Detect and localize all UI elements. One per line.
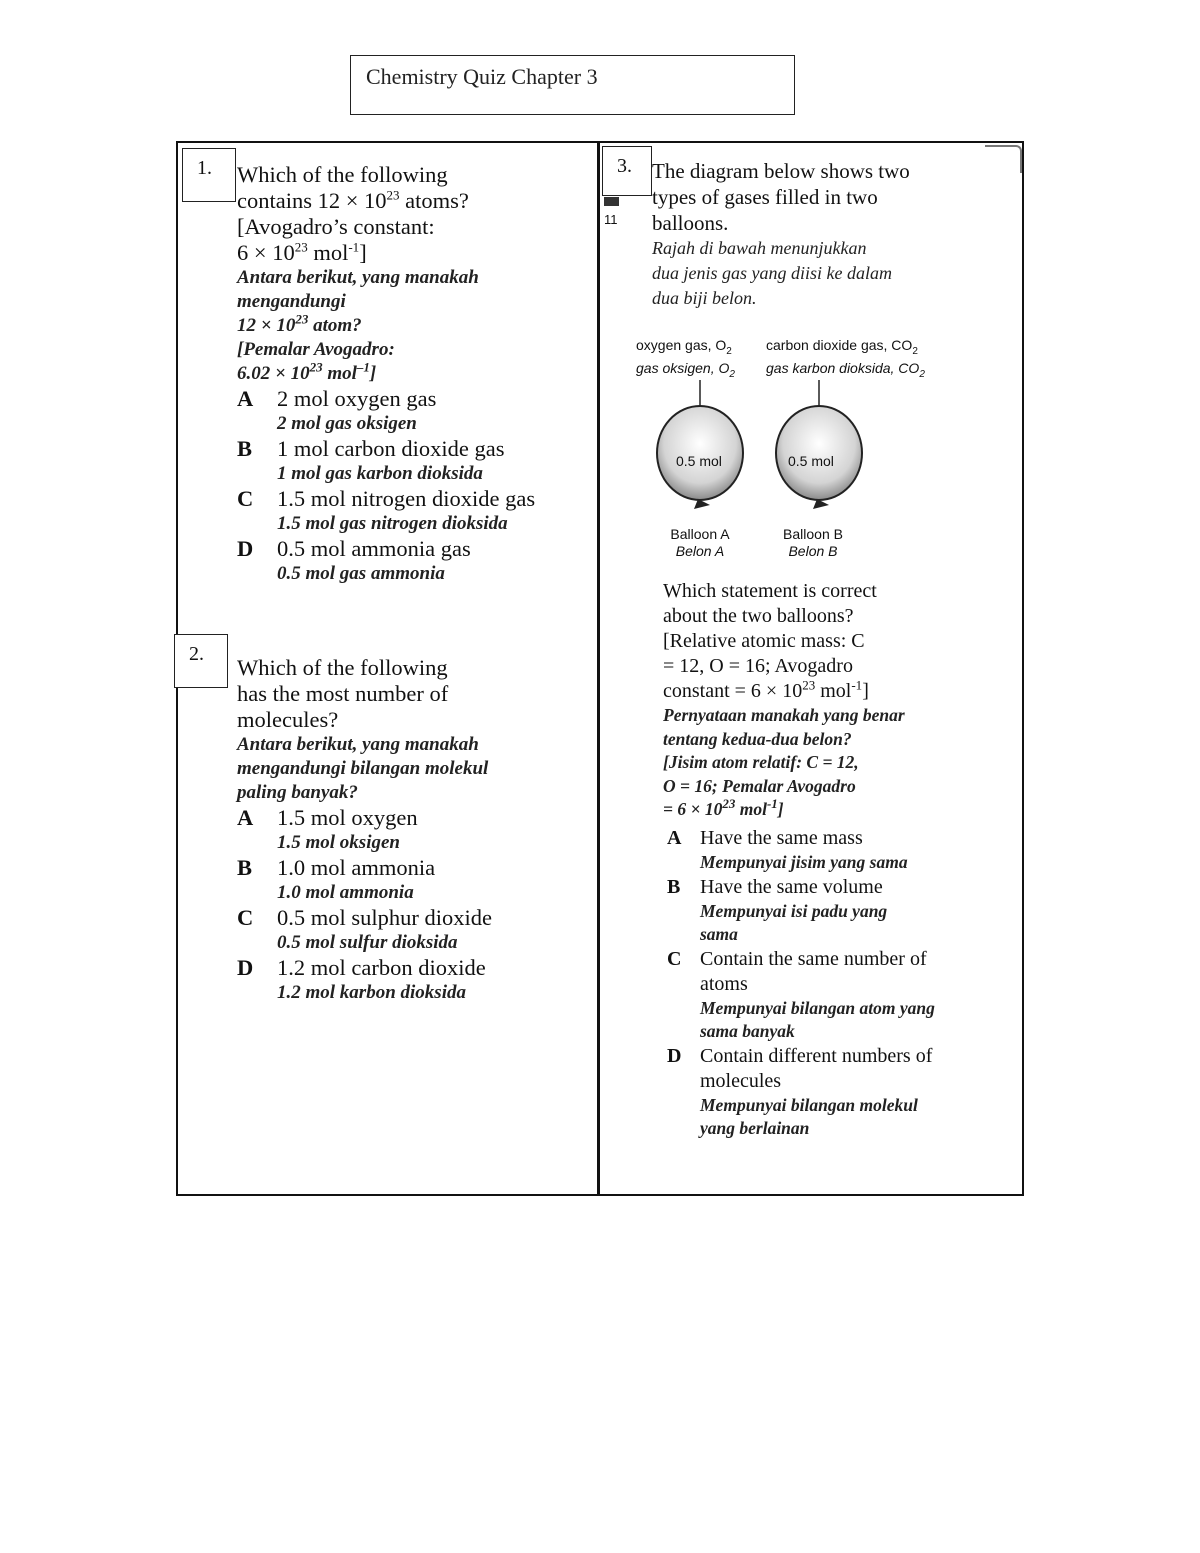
q2-line-malay: paling banyak? (237, 782, 358, 803)
q2-option-a[interactable]: A 1.5 mol oxygen 1.5 mol oksigen (237, 805, 418, 853)
q1-line: contains $12 \times 10^{23}$ atoms? (237, 187, 469, 213)
q1-line-malay: mengandungi (237, 291, 346, 312)
q1-line-malay: $6.02 \times 10^{23}$ mol$^{-1}$] (237, 359, 377, 384)
q3-line: types of gases filled in two (652, 185, 878, 209)
q2-line-malay: Antara berikut, yang manakah (237, 734, 479, 755)
q1-line-malay: $12 \times 10^{23}$ atom? (237, 311, 362, 336)
q3-stem-line: Which statement is correct (663, 580, 877, 602)
q1-option-d[interactable]: D 0.5 mol ammonia gas 0.5 mol gas ammonia (237, 536, 471, 584)
q1-line-malay: [Pemalar Avogadro: (237, 339, 395, 360)
q3-option-d[interactable]: D Contain different numbers of molecules Mempunyai bilangan molekul yang berlainan (667, 1044, 933, 1138)
q3-stem-line: [Relative atomic mass: C (663, 630, 865, 652)
balloon-a-caption: Balloon A Belon A (670, 526, 730, 559)
q2-option-b[interactable]: B 1.0 mol ammonia 1.0 mol ammonia (237, 855, 436, 903)
question-number-2: 2. (174, 634, 228, 688)
q3-stem-line-malay: O = 16; Pemalar Avogadro (663, 775, 856, 796)
q3-option-b[interactable]: B Have the same volume Mempunyai isi padu yang sama (667, 875, 888, 944)
balloon-b-amount: 0.5 mol (788, 453, 834, 469)
question-3-body (663, 579, 963, 822)
q3-stem-line: constant = $6 \times 10^{23}$ mol$^{-1}$] (663, 677, 869, 702)
side-number: 11 (604, 212, 618, 227)
question-3-options (667, 826, 967, 1141)
scan-tag-icon (604, 197, 619, 206)
q3-stem-line: = 12, O = 16; Avogadro (663, 655, 853, 677)
q3-option-a[interactable]: A Have the same mass Mempunyai jisim yang sama (667, 827, 908, 872)
q1-option-c[interactable]: C 1.5 mol nitrogen dioxide gas 1.5 mol gas nitrogen dioksida (237, 486, 536, 534)
balloon-a-amount: 0.5 mol (676, 453, 722, 469)
question-number-1: 1. (182, 148, 236, 202)
q3-stem-line: about the two balloons? (663, 605, 854, 627)
q3-stem-line-malay: [Jisim atom relatif: C = 12, (663, 752, 859, 772)
quiz-title: Chemistry Quiz Chapter 3 (350, 55, 795, 115)
q2-line: molecules? (237, 707, 339, 732)
q1-line: [Avogadro’s constant: (237, 214, 435, 239)
column-divider (597, 141, 600, 1196)
question-number-3: 3. (602, 146, 652, 196)
q3-line-malay: Rajah di bawah menunjukkan (652, 238, 867, 258)
question-3-stem (652, 158, 992, 311)
balloon-diagram (640, 375, 880, 525)
q3-line: The diagram below shows two (652, 159, 910, 183)
q3-stem-line-malay: Pernyataan manakah yang benar (663, 705, 905, 725)
question-2 (237, 655, 592, 1005)
q1-line-malay: Antara berikut, yang manakah (237, 267, 479, 288)
q3-stem-line-malay: = $6 \times 10^{23}$ mol$^{-1}$] (663, 796, 784, 819)
q1-option-b[interactable]: B 1 mol carbon dioxide gas 1 mol gas karbon dioksida (237, 436, 505, 484)
q2-option-d[interactable]: D 1.2 mol carbon dioxide 1.2 mol karbon dioksida (237, 955, 486, 1003)
q3-line-malay: dua jenis gas yang diisi ke dalam (652, 263, 892, 283)
q3-line: balloons. (652, 211, 729, 235)
q3-line-malay: dua biji belon. (652, 288, 757, 308)
q2-line: has the most number of (237, 681, 449, 706)
balloon-b-caption: Balloon B Belon B (783, 526, 843, 559)
q3-option-c[interactable]: C Contain the same number of atoms Mempunyai bilangan atom yang sama banyak (667, 947, 935, 1041)
q1-option-a[interactable]: A 2 mol oxygen gas 2 mol gas oksigen (237, 386, 437, 434)
q2-line-malay: mengandungi bilangan molekul (237, 758, 489, 779)
q2-line: Which of the following (237, 655, 448, 680)
oxygen-gas-label: oxygen gas, $O_2$ gas oksigen, $O_2$ (636, 337, 735, 380)
q2-option-c[interactable]: C 0.5 mol sulphur dioxide 0.5 mol sulfur dioksida (237, 905, 492, 953)
q3-stem-line-malay: tentang kedua-dua belon? (663, 728, 852, 749)
question-1 (237, 162, 592, 586)
carbon-dioxide-gas-label: carbon dioxide gas, $CO_2$ gas karbon dioksida, $CO_2$ (766, 337, 925, 380)
q1-line: Which of the following (237, 162, 448, 187)
q1-line: $6 \times 10^{23}$ mol$^{-1}$] (237, 239, 367, 265)
